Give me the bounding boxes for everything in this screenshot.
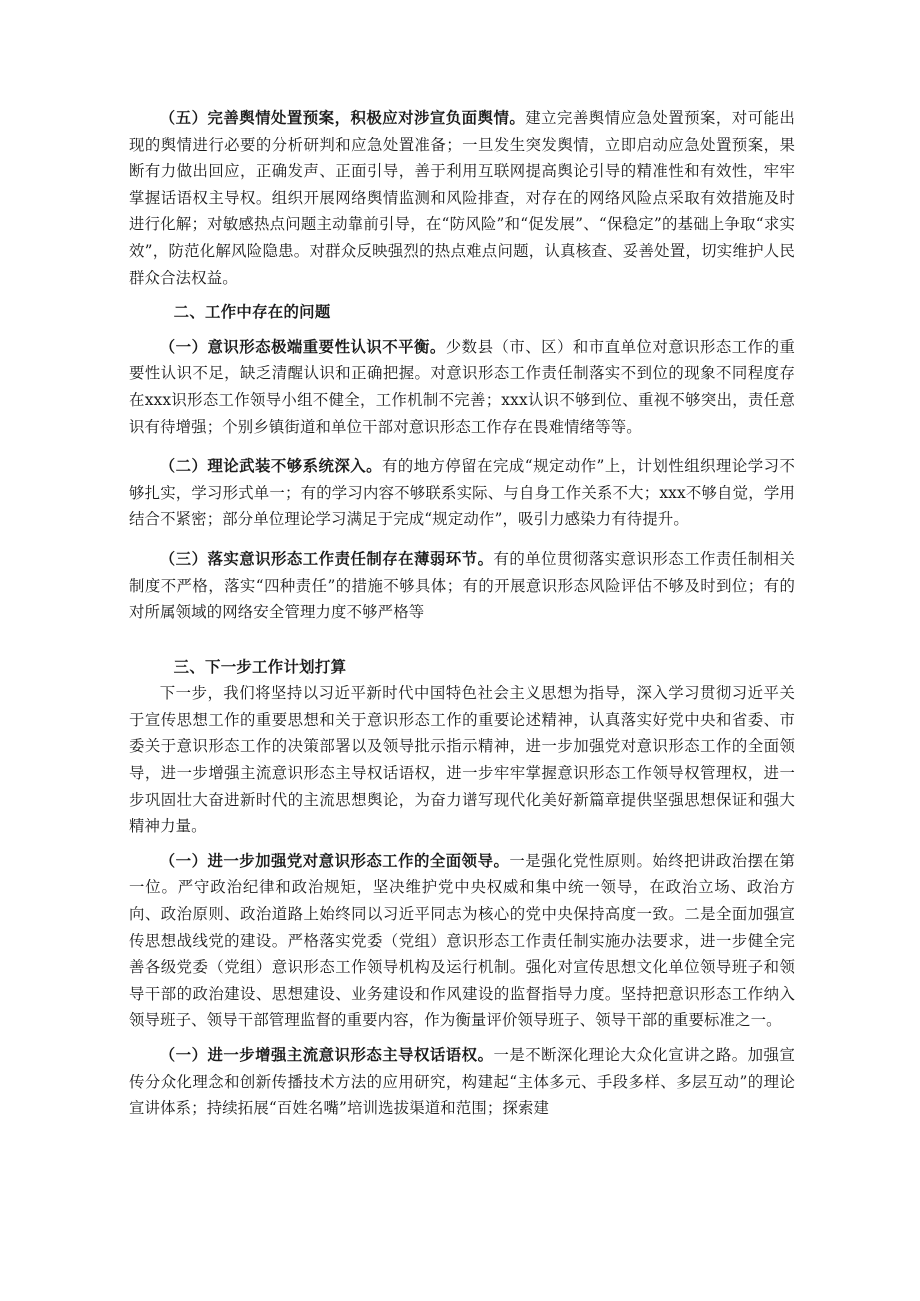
paragraph-next-steps-intro [129,680,795,840]
paragraph-body: 一是强化党性原则。始终把讲政治摆在第一位。严守政治纪律和政治规矩，坚决维护党中央权威和集中统一领导，在政治立场、政治方向、政治原则、政治道路上始终同以习近平同志为核心的党中央保持高度一致。二是全面加强宣传思想战线党的建设。严格落实党委（党组）意识形态工作责任制实施办法要求，进一步健全完善各级党委（党组）意识形态工作领导机构及运行机制。强化对宣传思想文化单位领导班子和领导干部的政治建设、思想建设、业务建设和作风建设的监督指导力度。坚持把意识形态工作纳入领导班子、领导干部管理监督的重要内容，作为衡量评价领导班子、领导干部的重要标准之一。 [129,851,795,1030]
section-heading-next-steps: 三、下一步工作计划打算 [173,657,347,676]
paragraph-problem-3 [129,546,795,626]
paragraph-lead: （五）完善舆情处置预案，积极应对涉宣负面舆情。 [159,109,526,127]
paragraph-body: 一是不断深化理论大众化宣讲之路。加强宣传分众化理念和创新传播技术方法的应用研究，构建起“主体多元、手段多样、多层互动”的理论宣讲体系；持续拓展“百姓名嘴”培训选拔渠道和范围；探索建 [129,1046,795,1118]
section-heading-problems: 二、工作中存在的问题 [173,303,331,322]
paragraph-problem-2 [129,453,795,533]
paragraph-plan-2 [129,1042,795,1122]
paragraph-lead: （一）意识形态极端重要性认识不平衡。 [159,337,446,356]
paragraph-body: 有的地方停留在完成“规定动作”上，计划性组织理论学习不够扎实，学习形式单一；有的学习内容不够联系实际、与自身工作关系不大；xxx不够自觉，学用结合不紧密；部分单位理论学习满足于完成“规定动作”，吸引力感染力有待提升。 [129,457,795,529]
paragraph-lead: （一）进一步加强党对意识形态工作的全面领导。 [159,851,510,870]
document-page [129,105,795,1122]
paragraph-problem-1 [129,334,795,440]
paragraph-body: 有的单位贯彻落实意识形态工作责任制相关制度不严格，落实“四种责任”的措施不够具体；有的开展意识形态风险评估不够及时到位；有的对所属领域的网络安全管理力度不够严格等 [129,549,795,622]
paragraph-plan-1 [129,848,795,1034]
paragraph-public-opinion-plan [129,105,795,291]
paragraph-body: 下一步，我们将坚持以习近平新时代中国特色社会主义思想为指导，深入学习贯彻习近平关于宣传思想工作的重要思想和关于意识形态工作的重要论述精神，认真落实好党中央和省委、市委关于意识形态工作的决策部署以及领导批示指示精神，进一步加强党对意识形态工作的全面领导，进一步增强主流意识形态主导权话语权，进一步牢牢掌握意识形态工作领导权管理权，进一步巩固壮大奋进新时代的主流思想舆论，为奋力谱写现代化美好新篇章提供坚强思想保证和强大精神力量。 [129,684,795,836]
paragraph-lead: （一）进一步增强主流意识形态主导权话语权。 [159,1046,494,1064]
paragraph-lead: （三）落实意识形态工作责任制存在薄弱环节。 [159,549,494,568]
paragraph-body: 建立完善舆情应急处置预案，对可能出现的舆情进行必要的分析研判和应急处置准备；一旦发生突发舆情，立即启动应急处置预案，果断有力做出回应，正确发声、正面引导，善于利用互联网提高舆论引导的精准性和有效性，牢牢掌握话语权主导权。组织开展网络舆情监测和风险排查，对存在的网络风险点采取有效措施及时进行化解；对敏感热点问题主动靠前引导，在“防风险”和“促发展”、“保稳定”的基础上争取“求实效”，防范化解风险隐患。对群众反映强烈的热点难点问题，认真核查、妥善处置，切实维护人民群众合法权益。 [129,109,795,287]
paragraph-lead: （二）理论武装不够系统深入。 [159,457,382,476]
paragraph-body: 少数县（市、区）和市直单位对意识形态工作的重要性认识不足，缺乏清醒认识和正确把握。对意识形态工作责任制落实不到位的现象不同程度存在xxx识形态工作领导小组不健全，工作机制不完善；xxx认识不够到位、重视不够突出，责任意识有待增强；个别乡镇街道和单位干部对意识形态工作存在畏难情绪等等。 [129,337,795,436]
